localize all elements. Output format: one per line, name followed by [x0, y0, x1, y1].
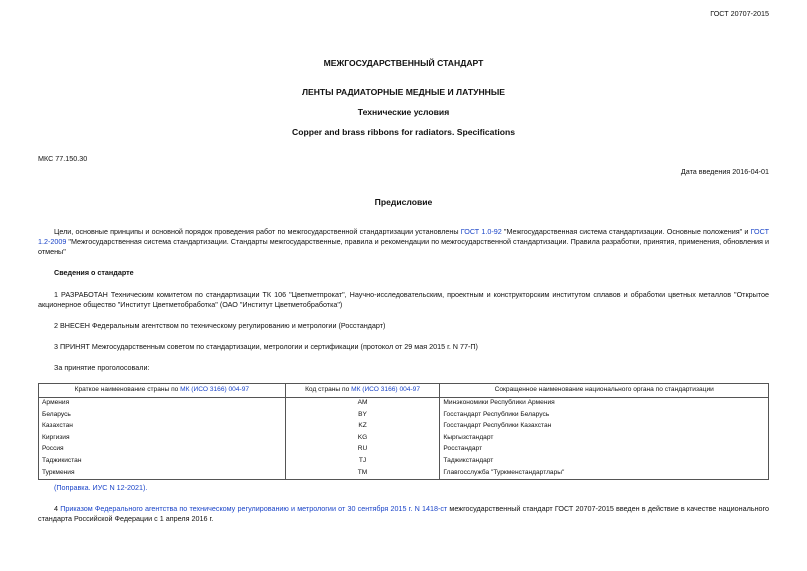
- table-row: [39, 398, 769, 410]
- body-cell: Госстандарт Республики Казахстан: [440, 421, 769, 433]
- country-cell: Киргизия: [39, 433, 286, 445]
- code-cell: KZ: [285, 421, 440, 433]
- table-row: [39, 421, 769, 433]
- mk-iso-link[interactable]: МК (ИСО 3166) 004-97: [351, 386, 420, 394]
- body-cell: Главгосслужба "Туркменстандартлары": [440, 468, 769, 480]
- document-subtitle: Технические условия: [357, 107, 450, 117]
- mks-code: МКС 77.150.30: [38, 154, 88, 163]
- body-cell: Таджикстандарт: [440, 456, 769, 468]
- mk-iso-link[interactable]: МК (ИСО 3166) 004-97: [180, 386, 250, 394]
- col-code-header: Код страны по МК (ИСО 3166) 004-97: [285, 384, 440, 398]
- amendment-note: [38, 483, 769, 493]
- col-body-header: Сокращенное наименование национального органа по стандартизации: [440, 384, 769, 398]
- voted-label: За принятие проголосовали:: [54, 363, 150, 372]
- table-row: [39, 433, 769, 445]
- body-cell: Минэкономики Республики Армения: [440, 398, 769, 410]
- country-cell: Беларусь: [39, 410, 286, 422]
- body-cell: Росстандарт: [440, 444, 769, 456]
- item-2: 2 ВНЕСЕН Федеральным агентством по техническому регулированию и метрологии (Росстандарт): [54, 321, 386, 330]
- item-1: 1 РАЗРАБОТАН Техническим комитетом по стандартизации ТК 106 "Цветметпрокат", Научно-исследовательским, проектным и конструкторским институтом сплавов и обработки цветных металлов "Открытое акционерное общество "Институт Цветметобработка" (ОАО "Институт Цветметобработка"): [38, 290, 769, 310]
- table-row: [39, 444, 769, 456]
- code-cell: KG: [285, 433, 440, 445]
- voting-table: [38, 383, 769, 480]
- foreword-paragraph: Цели, основные принципы и основной порядок проведения работ по межгосударственной стандартизации установлены ГОСТ 1.0-92 "Межгосударственная система стандартизации. Основные положения" и ГОСТ 1.2-2009 "Межгосударственная система стандартизации. Стандарты межгосударственные, правила и рекомендации по межгосударственной стандартизации. Правила разработки, принятия, применения, обновления и отмены": [38, 227, 769, 257]
- info-heading: Сведения о стандарте: [54, 268, 134, 277]
- country-cell: Таджикистан: [39, 456, 286, 468]
- doc-code: ГОСТ 20707-2015: [710, 9, 769, 18]
- item-3: 3 ПРИНЯТ Межгосударственным советом по стандартизации, метрологии и сертификации (протокол от 29 мая 2015 г. N 77-П): [54, 342, 478, 351]
- code-cell: BY: [285, 410, 440, 422]
- gost-1-0-92-link[interactable]: ГОСТ 1.0-92: [460, 227, 502, 236]
- country-cell: Туркмения: [39, 468, 286, 480]
- foreword-heading: Предисловие: [374, 197, 433, 207]
- item-4: 4 Приказом Федерального агентства по техническому регулированию и метрологии от 30 сентября 2015 г. N 1418-ст межгосударственный стандарт ГОСТ 20707-2015 введен в действие в качестве национального стандарта Российской Федерации с 1 апреля 2016 г.: [38, 504, 770, 524]
- code-cell: RU: [285, 444, 440, 456]
- standard-type: МЕЖГОСУДАРСТВЕННЫЙ СТАНДАРТ: [323, 58, 484, 68]
- table-row: [39, 456, 769, 468]
- table-row: [39, 410, 769, 422]
- col-country-header: Краткое наименование страны по МК (ИСО 3166) 004-97: [39, 384, 286, 398]
- country-cell: Казахстан: [39, 421, 286, 433]
- body-cell: Госстандарт Республики Беларусь: [440, 410, 769, 422]
- order-link[interactable]: Приказом Федерального агентства по техническому регулированию и метрологии от 30 сентября 2015 г. N 1418-ст: [60, 504, 448, 513]
- country-cell: Армения: [39, 398, 286, 410]
- document-title: ЛЕНТЫ РАДИАТОРНЫЕ МЕДНЫЕ И ЛАТУННЫЕ: [301, 87, 506, 97]
- code-cell: TM: [285, 468, 440, 480]
- code-cell: TJ: [285, 456, 440, 468]
- amendment-link[interactable]: (Поправка. ИУС N 12-2021).: [54, 483, 148, 492]
- english-title: Copper and brass ribbons for radiators. Specifications: [291, 127, 515, 137]
- gost-1-2-2009-link[interactable]: ГОСТ 1.2-2009: [38, 227, 769, 247]
- intro-date: Дата введения 2016-04-01: [680, 167, 769, 176]
- code-cell: AM: [285, 398, 440, 410]
- body-cell: Кыргызстандарт: [440, 433, 769, 445]
- table-row: [39, 468, 769, 480]
- country-cell: Россия: [39, 444, 286, 456]
- table-header-row: [39, 384, 769, 398]
